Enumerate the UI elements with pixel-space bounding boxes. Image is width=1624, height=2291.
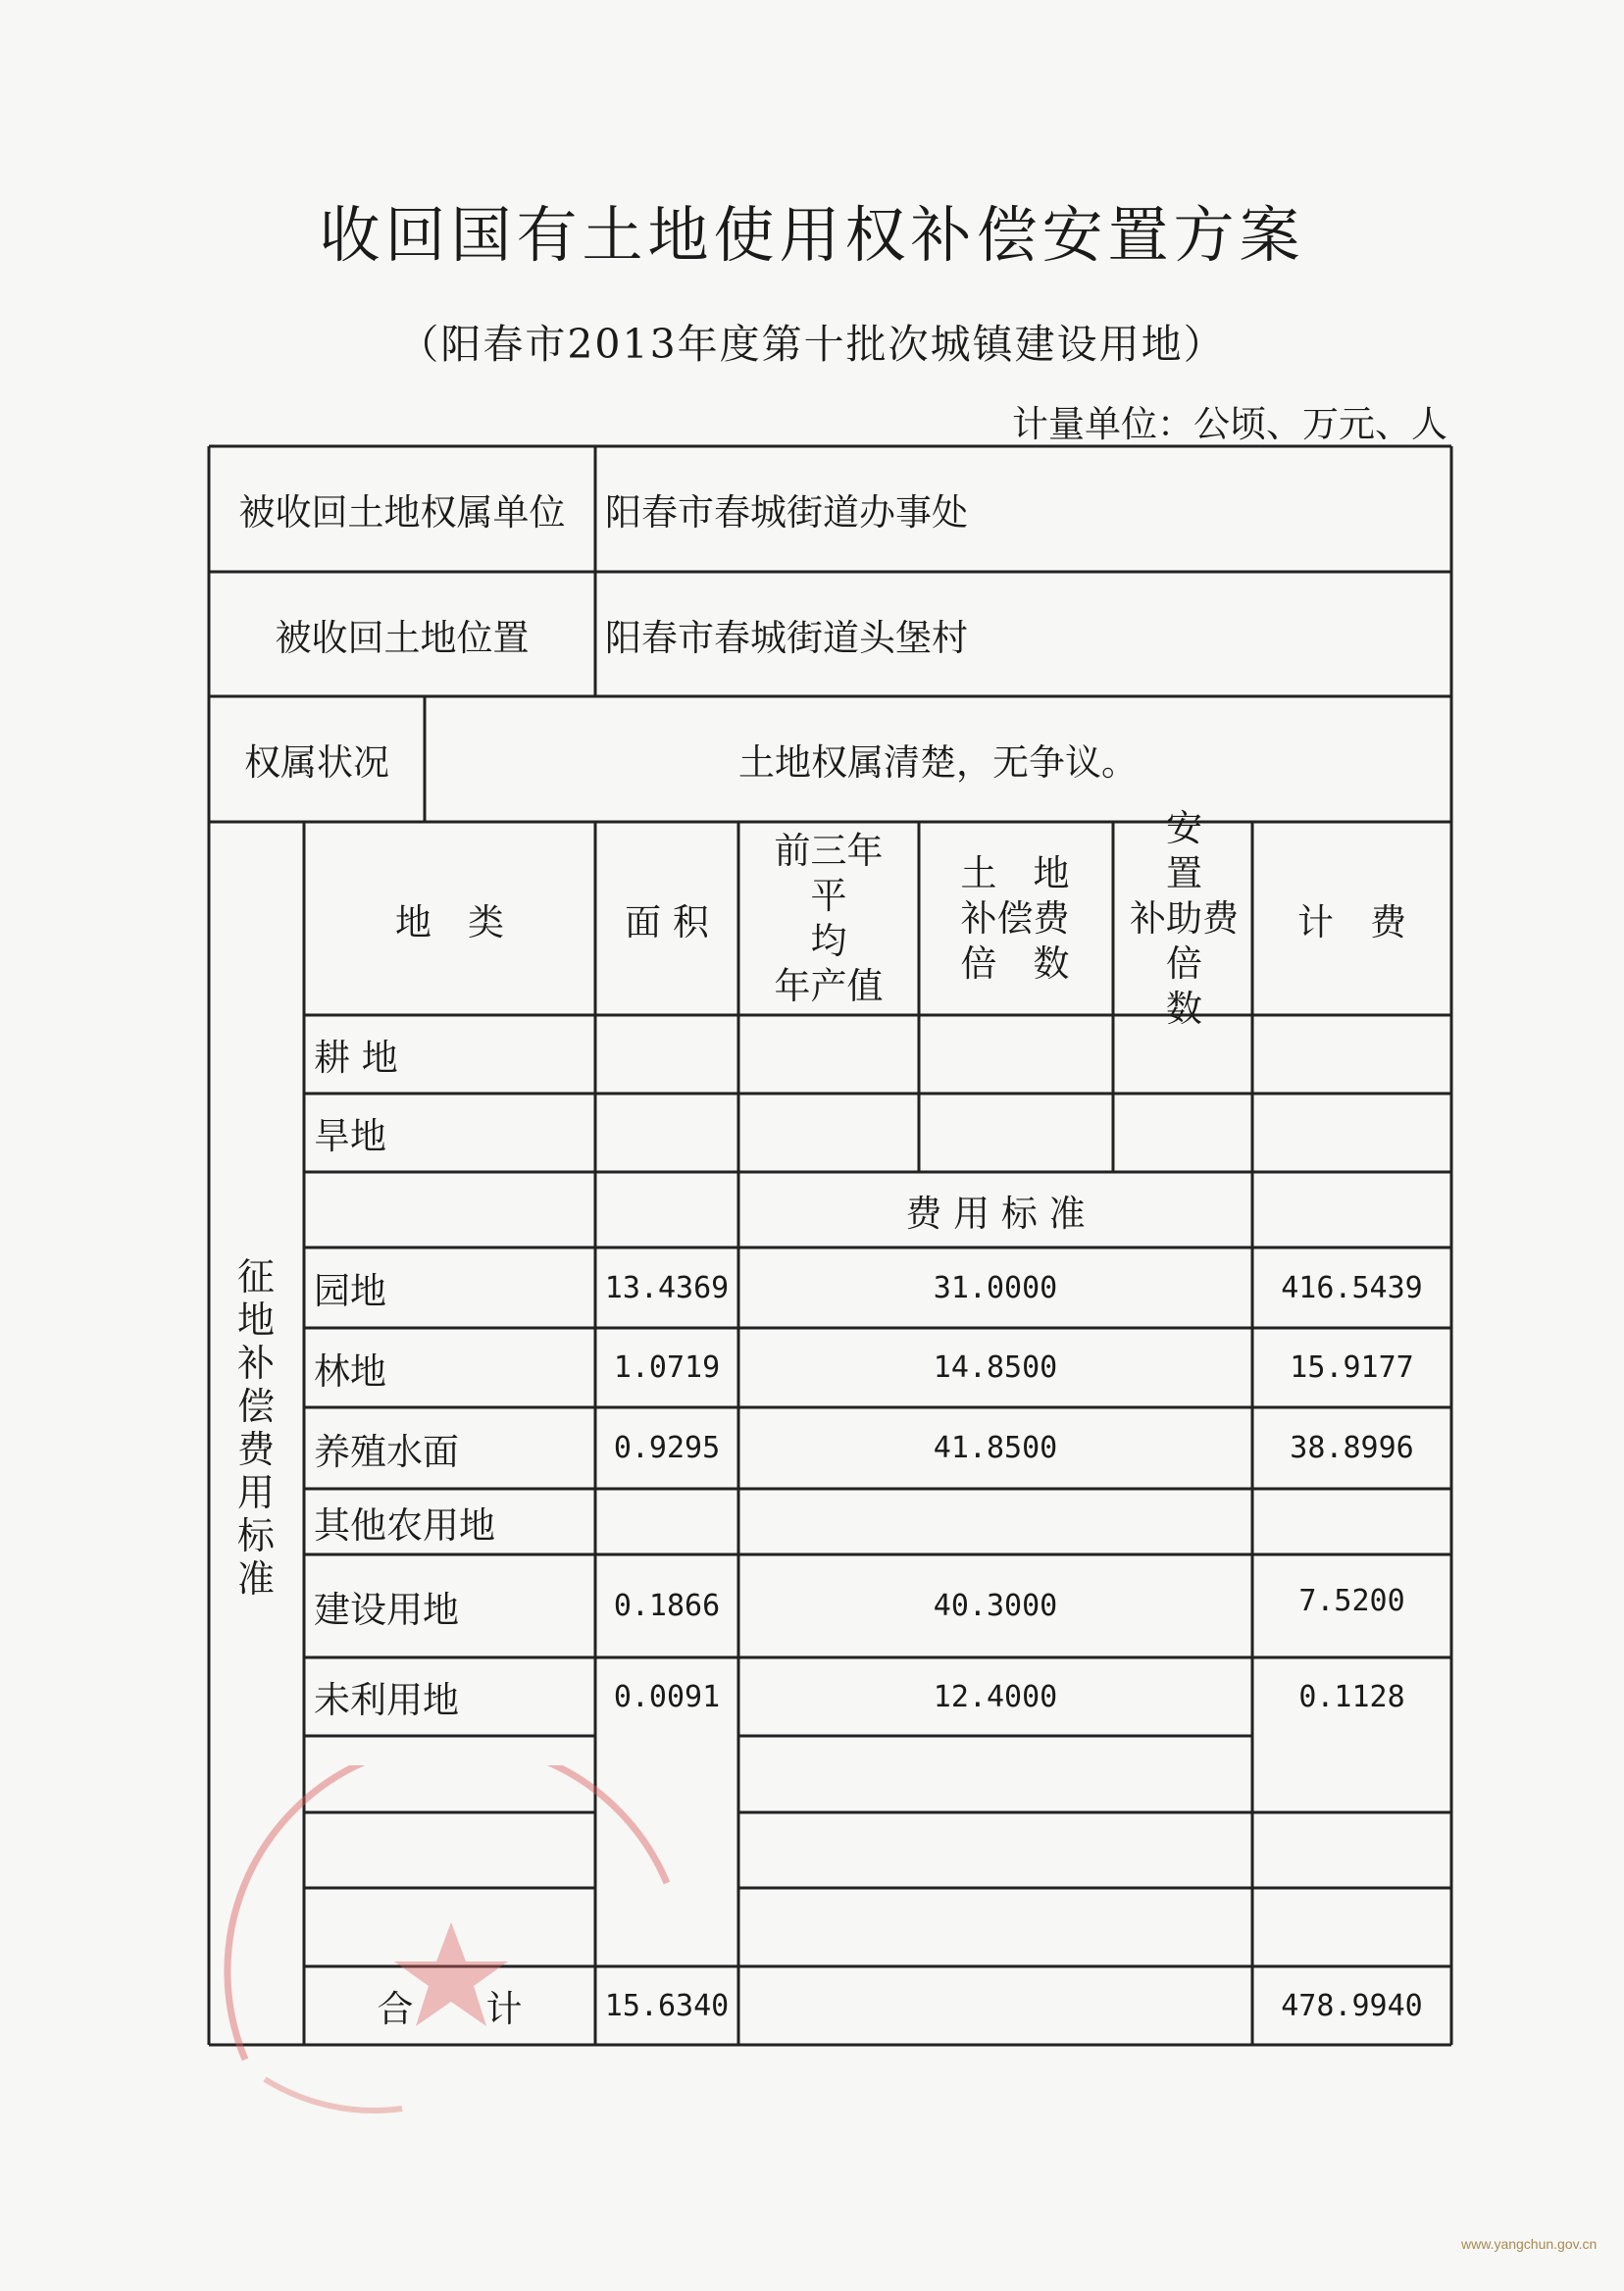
- total-label: 合 计: [377, 1988, 523, 2030]
- row-fee-unused: 0.1128: [1298, 1679, 1405, 1714]
- row-area-forest: 1.0719: [613, 1350, 721, 1385]
- total-fee: 478.9940: [1281, 1988, 1423, 2023]
- row-area-construction: 0.1866: [613, 1589, 721, 1623]
- document-subtitle: （阳春市2013年度第十批次城镇建设用地）: [398, 321, 1226, 368]
- section-label: 征 地 补 偿 费 用 标 准: [236, 1255, 275, 1601]
- row-area-garden: 13.4369: [604, 1270, 730, 1305]
- row-type-unused: 未利用地: [314, 1679, 459, 1721]
- status-value: 土地权属清楚，无争议。: [738, 741, 1138, 784]
- row-fee-forest: 15.9177: [1290, 1350, 1414, 1385]
- row-type-dry: 旱地: [314, 1115, 386, 1157]
- row-type-cultivated: 耕 地: [314, 1037, 398, 1079]
- status-label: 权属状况: [244, 741, 389, 784]
- row-type-aquaculture: 养殖水面: [314, 1430, 459, 1473]
- row-type-other-agri: 其他农用地: [314, 1503, 495, 1547]
- row-area-unused: 0.0091: [613, 1679, 721, 1714]
- row-fee-aquaculture: 38.8996: [1290, 1431, 1414, 1465]
- site-watermark: www.yangchun.gov.cn: [1461, 2236, 1598, 2252]
- row-standard-aquaculture: 41.8500: [933, 1431, 1058, 1465]
- total-area: 15.6340: [604, 1988, 730, 2023]
- row-type-forest: 林地: [314, 1349, 386, 1393]
- header-avg-output: 前三年 平 均 年产值: [774, 829, 884, 1007]
- row-standard-construction: 40.3000: [933, 1589, 1058, 1623]
- document-title: 收回国有土地使用权补偿安置方案: [319, 199, 1305, 271]
- header-resettle-multiple: 安 置 补助费 倍 数: [1130, 806, 1239, 1030]
- row-type-garden: 园地: [314, 1270, 386, 1312]
- location-label: 被收回土地位置: [275, 616, 530, 659]
- row-fee-garden: 416.5439: [1281, 1270, 1423, 1305]
- row-type-construction: 建设用地: [314, 1588, 459, 1631]
- measurement-unit: 计量单位：公顷、万元、人: [1012, 403, 1447, 445]
- row-area-aquaculture: 0.9295: [613, 1431, 721, 1465]
- location-value: 阳春市春城街道头堡村: [605, 616, 968, 659]
- row-standard-garden: 31.0000: [933, 1270, 1058, 1305]
- official-seal-stamp: [206, 1765, 716, 2118]
- owner-value: 阳春市春城街道办事处: [605, 491, 968, 534]
- row-standard-unused: 12.4000: [933, 1679, 1058, 1714]
- row-fee-construction: 7.5200: [1298, 1584, 1405, 1618]
- owner-label: 被收回土地权属单位: [238, 491, 566, 534]
- header-land-multiple: 土 地 补偿费 倍 数: [960, 851, 1070, 985]
- header-land-type: 地 类: [395, 900, 504, 943]
- header-area: 面 积: [625, 900, 709, 943]
- fee-standard-label: 费 用 标 准: [905, 1192, 1086, 1235]
- header-fee: 计 费: [1297, 900, 1406, 943]
- row-standard-forest: 14.8500: [933, 1350, 1058, 1385]
